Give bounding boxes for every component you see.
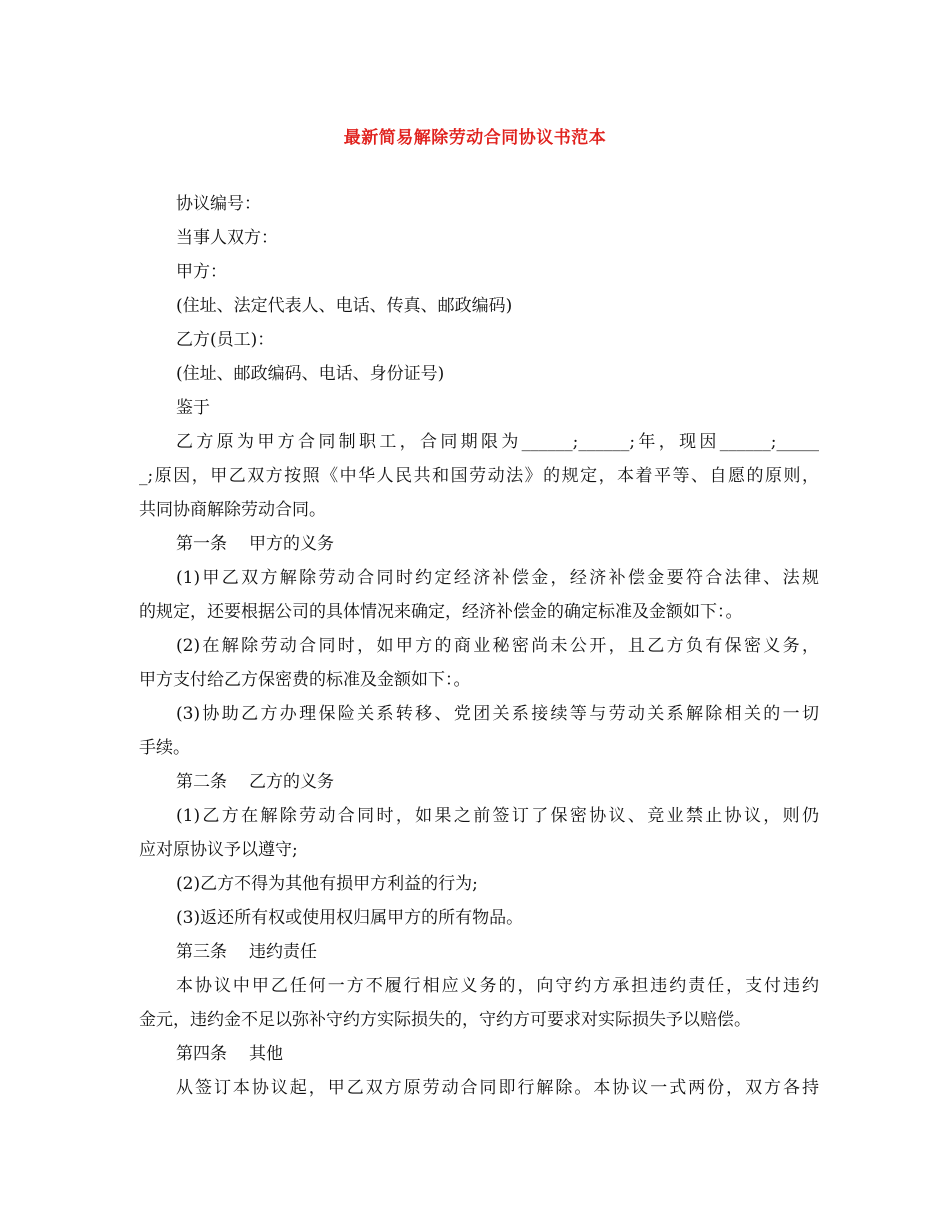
article-1-item-2-line: 甲方支付给乙方保密费的标准及金额如下：。 <box>139 670 471 690</box>
article-3-heading <box>139 935 819 969</box>
article-1-number: 第一条 <box>176 534 227 554</box>
article-1-item-3-line: 手续。 <box>139 738 190 758</box>
party-b-label: 乙方(员工)： <box>176 330 275 350</box>
parties-label: 当事人双方： <box>176 228 278 248</box>
article-2-title: 乙方的义务 <box>249 772 334 792</box>
article-2-item-1-line: (1)乙方在解除劳动合同时，如果之前签订了保密协议、竞业禁止协议，则仍 <box>176 806 819 826</box>
article-4-number: 第四条 <box>176 1044 227 1064</box>
article-3-number: 第三条 <box>176 942 227 962</box>
article-1-item-2-line: (2)在解除劳动合同时，如甲方的商业秘密尚未公开，且乙方负有保密义务， <box>176 636 819 656</box>
party-a-label: 甲方： <box>176 262 227 282</box>
article-1-item-1-line: (1)甲乙双方解除劳动合同时约定经济补偿金，经济补偿金要符合法律、法规 <box>176 568 819 588</box>
article-4-paragraph-line: 从签订本协议起，甲乙双方原劳动合同即行解除。本协议一式两份，双方各持 <box>176 1078 819 1098</box>
whereas-paragraph-line: 乙方原为甲方合同制职工，合同期限为______;______;年，现因______;_____ <box>176 432 819 452</box>
article-3-paragraph-line: 本协议中甲乙任何一方不履行相应义务的，向守约方承担违约责任，支付违约 <box>176 976 819 996</box>
article-2-number: 第二条 <box>176 772 227 792</box>
article-2-item-2: (2)乙方不得为其他有损甲方利益的行为; <box>176 874 478 894</box>
article-3-title: 违约责任 <box>249 942 317 962</box>
agreement-number-label: 协议编号： <box>176 194 261 214</box>
article-1-title: 甲方的义务 <box>249 534 334 554</box>
party-b-info: (住址、邮政编码、电话、身份证号) <box>176 364 445 384</box>
article-3-paragraph-line: 金元，违约金不足以弥补守约方实际损失的，守约方可要求对实际损失予以赔偿。 <box>139 1010 751 1030</box>
article-4-heading <box>139 1037 819 1071</box>
whereas-paragraph-line: _;原因，甲乙双方按照《中华人民共和国劳动法》的规定，本着平等、自愿的原则， <box>139 466 819 486</box>
article-2-heading <box>139 765 819 799</box>
article-4-title: 其他 <box>249 1044 283 1064</box>
document-body <box>139 187 819 1105</box>
article-1-item-3-line: (3)协助乙方办理保险关系转移、党团关系接续等与劳动关系解除相关的一切 <box>176 704 819 724</box>
whereas-label: 鉴于 <box>176 398 210 418</box>
whereas-paragraph-line: 共同协商解除劳动合同。 <box>139 500 326 520</box>
party-a-info: (住址、法定代表人、电话、传真、邮政编码) <box>176 296 513 316</box>
article-1-heading <box>139 527 819 561</box>
article-2-item-3: (3)返还所有权或使用权归属甲方的所有物品。 <box>176 908 524 928</box>
document-title: 最新简易解除劳动合同协议书范本 <box>343 128 607 148</box>
article-1-item-1-line: 的规定，还要根据公司的具体情况来确定，经济补偿金的确定标准及金额如下：。 <box>139 602 743 622</box>
article-2-item-1-line: 应对原协议予以遵守; <box>139 840 298 860</box>
